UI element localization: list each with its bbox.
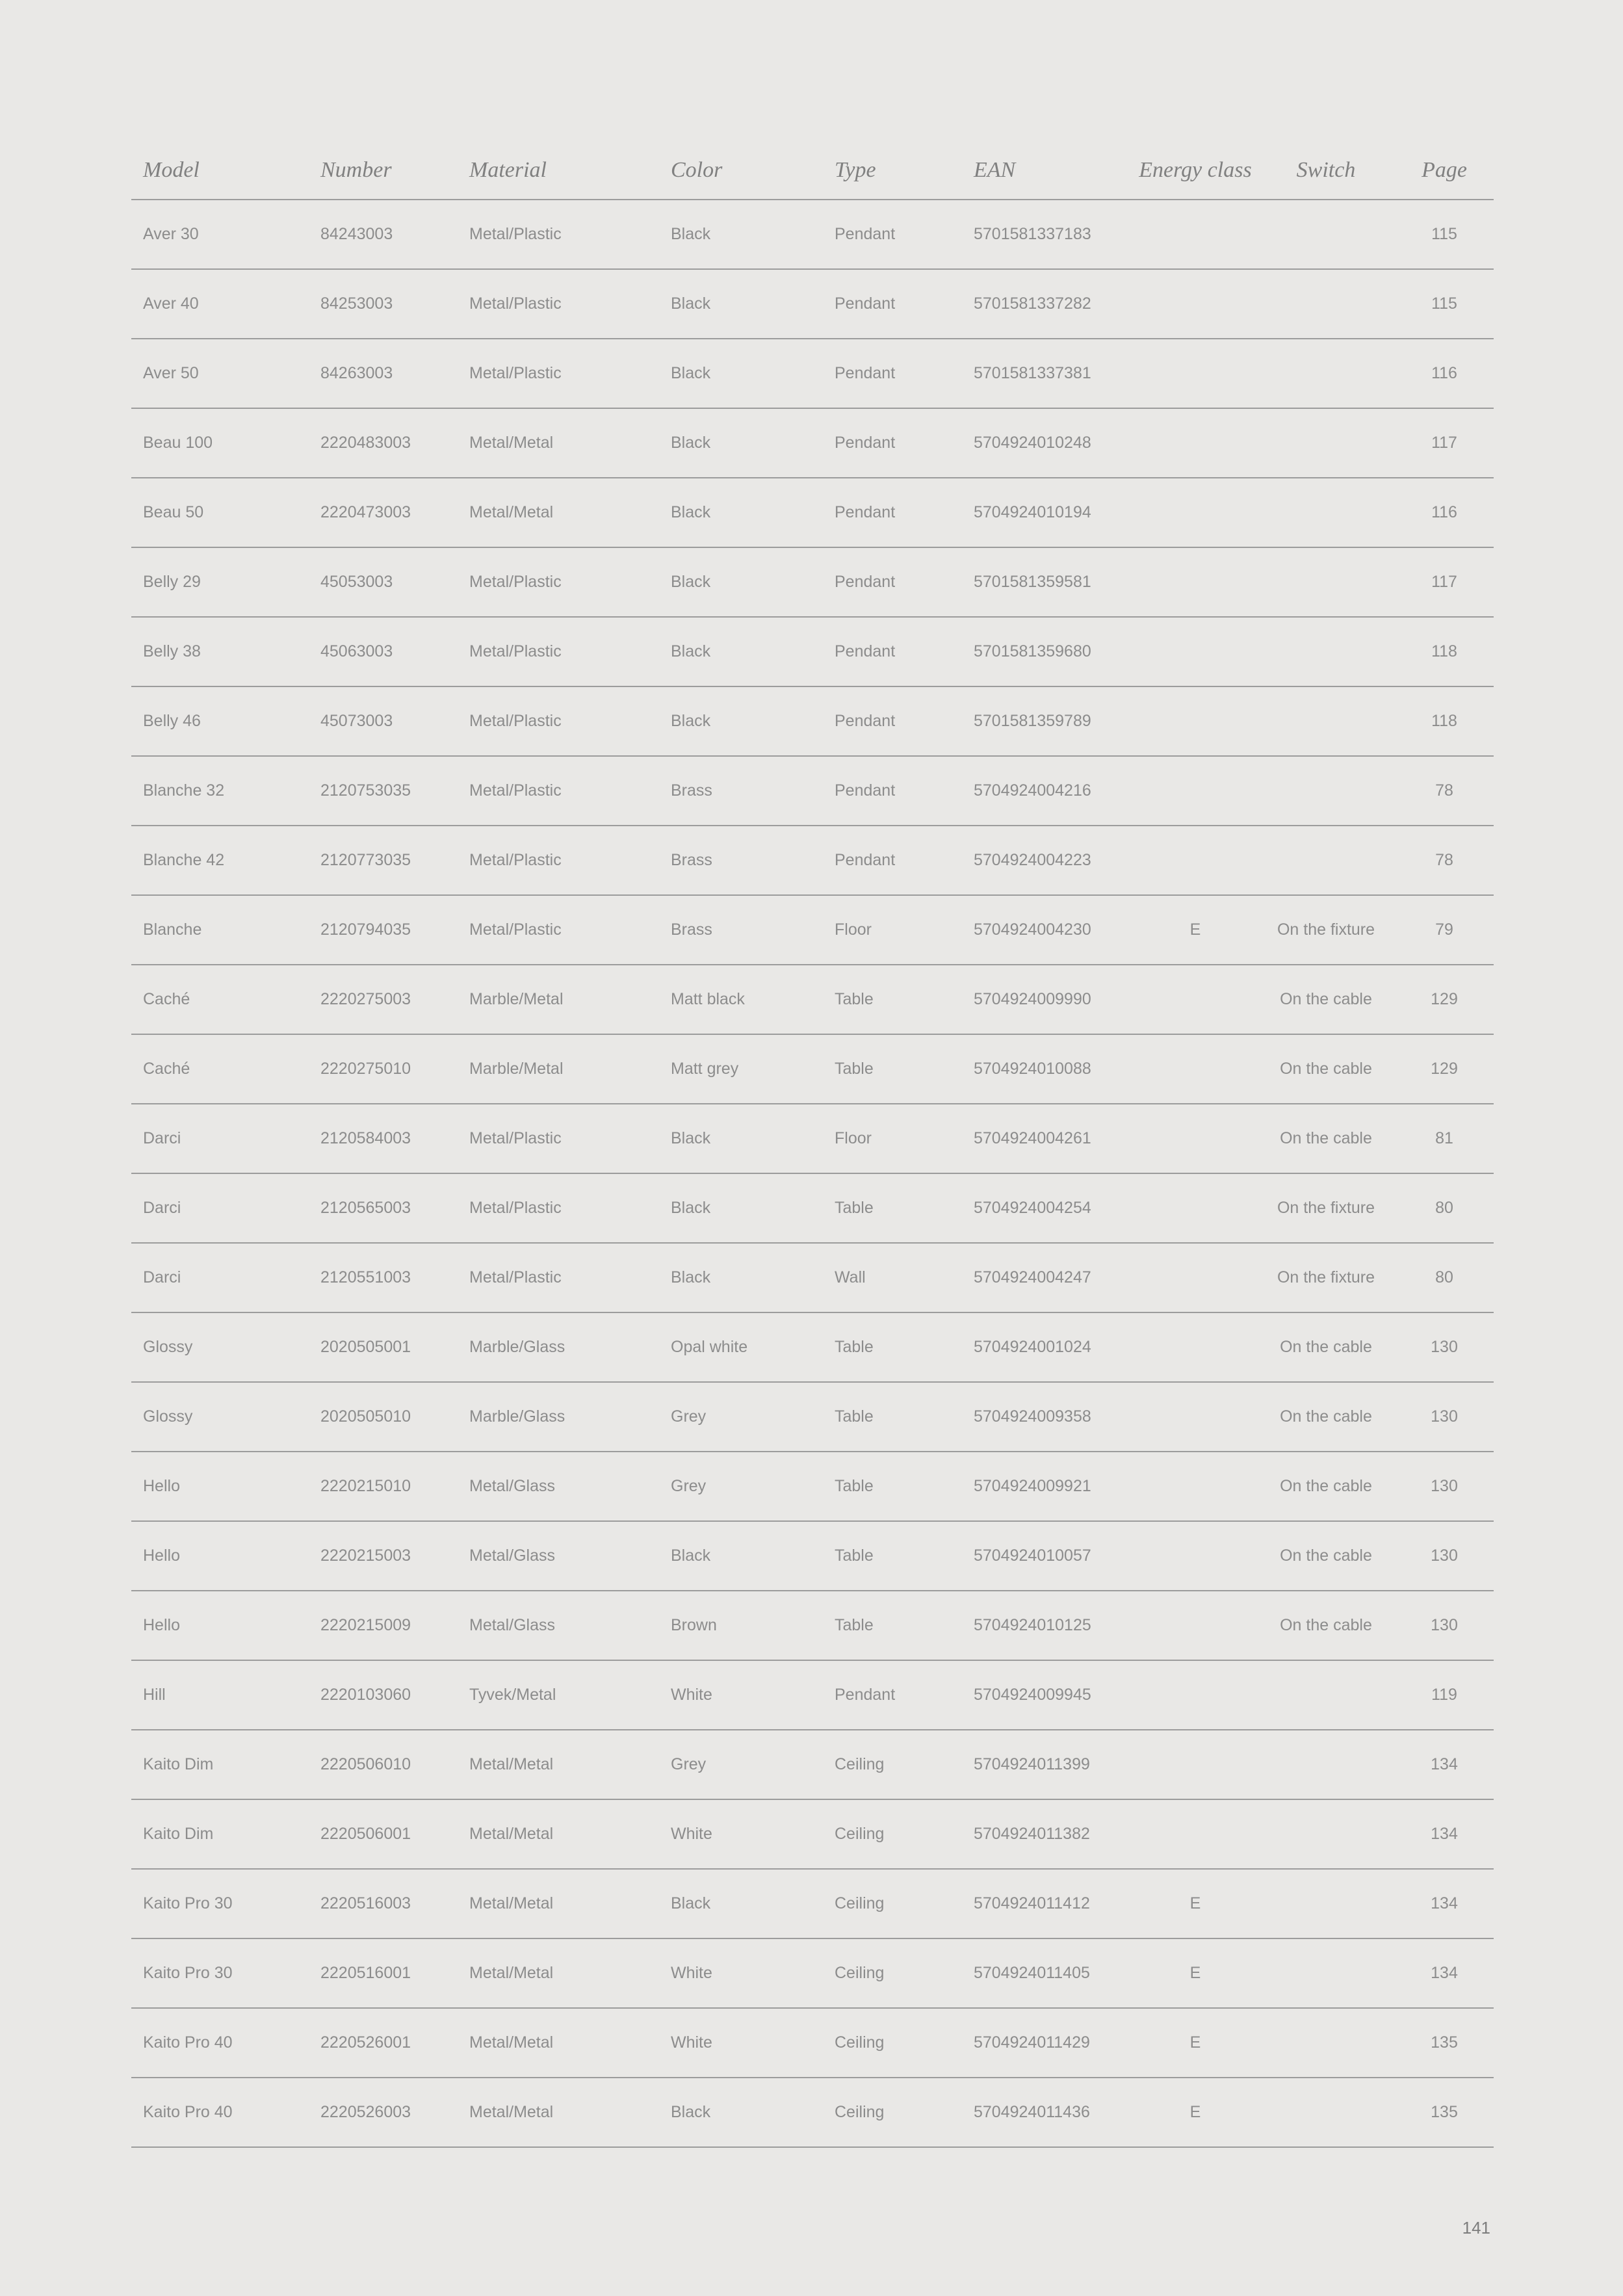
cell-number: 2020505001	[309, 1312, 458, 1382]
cell-model: Hill	[131, 1660, 309, 1730]
cell-switch	[1257, 547, 1395, 617]
cell-color: Black	[659, 200, 823, 269]
cell-color: Brass	[659, 895, 823, 965]
cell-switch	[1257, 2008, 1395, 2078]
cell-page: 130	[1395, 1382, 1494, 1452]
cell-ean: 5704924009990	[962, 965, 1134, 1034]
cell-ean: 5704924004223	[962, 826, 1134, 895]
table-row	[131, 895, 1494, 965]
cell-ean: 5704924011436	[962, 2078, 1134, 2147]
cell-energy-class	[1134, 339, 1257, 408]
cell-ean: 5704924009945	[962, 1660, 1134, 1730]
table-row	[131, 1660, 1494, 1730]
cell-page: 130	[1395, 1452, 1494, 1521]
table-row	[131, 1034, 1494, 1104]
cell-material: Metal/Plastic	[458, 686, 659, 756]
cell-color: Brass	[659, 756, 823, 826]
table-row	[131, 2078, 1494, 2147]
product-table-container	[131, 142, 1494, 2148]
cell-number: 2220516001	[309, 1938, 458, 2008]
cell-color: Grey	[659, 1730, 823, 1799]
cell-model: Caché	[131, 965, 309, 1034]
cell-number: 2120794035	[309, 895, 458, 965]
cell-model: Belly 46	[131, 686, 309, 756]
cell-ean: 5701581359581	[962, 547, 1134, 617]
cell-page: 115	[1395, 200, 1494, 269]
cell-type: Floor	[823, 895, 962, 965]
cell-type: Pendant	[823, 1660, 962, 1730]
cell-material: Metal/Glass	[458, 1452, 659, 1521]
cell-ean: 5704924004216	[962, 756, 1134, 826]
table-header	[131, 142, 1494, 200]
cell-type: Pendant	[823, 547, 962, 617]
cell-material: Marble/Metal	[458, 1034, 659, 1104]
table-row	[131, 1938, 1494, 2008]
cell-number: 2220526003	[309, 2078, 458, 2147]
cell-model: Aver 50	[131, 339, 309, 408]
cell-number: 45073003	[309, 686, 458, 756]
cell-page: 134	[1395, 1938, 1494, 2008]
cell-energy-class: E	[1134, 2008, 1257, 2078]
cell-material: Marble/Glass	[458, 1312, 659, 1382]
cell-material: Metal/Plastic	[458, 269, 659, 339]
cell-model: Aver 30	[131, 200, 309, 269]
cell-material: Metal/Plastic	[458, 1104, 659, 1173]
cell-energy-class	[1134, 1660, 1257, 1730]
cell-page: 129	[1395, 1034, 1494, 1104]
cell-model: Hello	[131, 1452, 309, 1521]
cell-energy-class	[1134, 478, 1257, 547]
cell-energy-class: E	[1134, 1938, 1257, 2008]
cell-ean: 5704924004254	[962, 1173, 1134, 1243]
cell-material: Metal/Plastic	[458, 756, 659, 826]
table-row	[131, 617, 1494, 686]
cell-energy-class	[1134, 547, 1257, 617]
cell-page: 80	[1395, 1243, 1494, 1312]
table-row	[131, 1869, 1494, 1938]
cell-switch	[1257, 686, 1395, 756]
cell-ean: 5704924011405	[962, 1938, 1134, 2008]
cell-material: Metal/Metal	[458, 1869, 659, 1938]
cell-model: Beau 50	[131, 478, 309, 547]
cell-page: 119	[1395, 1660, 1494, 1730]
cell-type: Ceiling	[823, 2008, 962, 2078]
cell-page: 117	[1395, 408, 1494, 478]
cell-page: 116	[1395, 339, 1494, 408]
cell-color: Black	[659, 1869, 823, 1938]
cell-type: Pendant	[823, 339, 962, 408]
cell-color: Black	[659, 269, 823, 339]
cell-model: Belly 29	[131, 547, 309, 617]
cell-page: 78	[1395, 826, 1494, 895]
cell-energy-class	[1134, 965, 1257, 1034]
cell-switch	[1257, 478, 1395, 547]
cell-model: Beau 100	[131, 408, 309, 478]
cell-model: Darci	[131, 1104, 309, 1173]
cell-type: Pendant	[823, 756, 962, 826]
table-body	[131, 200, 1494, 2147]
cell-material: Metal/Plastic	[458, 339, 659, 408]
table-row	[131, 1521, 1494, 1591]
cell-ean: 5704924009921	[962, 1452, 1134, 1521]
column-header-ean: EAN	[962, 142, 1134, 200]
cell-material: Metal/Glass	[458, 1521, 659, 1591]
column-header-switch: Switch	[1257, 142, 1395, 200]
cell-energy-class	[1134, 1034, 1257, 1104]
table-row	[131, 200, 1494, 269]
cell-switch	[1257, 269, 1395, 339]
cell-type: Ceiling	[823, 2078, 962, 2147]
cell-ean: 5704924010057	[962, 1521, 1134, 1591]
cell-ean: 5701581337183	[962, 200, 1134, 269]
cell-color: Black	[659, 547, 823, 617]
cell-ean: 5704924004247	[962, 1243, 1134, 1312]
cell-energy-class	[1134, 756, 1257, 826]
cell-number: 2220506001	[309, 1799, 458, 1869]
cell-ean: 5704924010194	[962, 478, 1134, 547]
cell-page: 134	[1395, 1799, 1494, 1869]
cell-switch	[1257, 200, 1395, 269]
cell-color: Grey	[659, 1382, 823, 1452]
column-header-material: Material	[458, 142, 659, 200]
cell-page: 129	[1395, 965, 1494, 1034]
cell-type: Ceiling	[823, 1938, 962, 2008]
cell-ean: 5701581359789	[962, 686, 1134, 756]
cell-model: Glossy	[131, 1312, 309, 1382]
cell-number: 84243003	[309, 200, 458, 269]
cell-number: 2020505010	[309, 1382, 458, 1452]
cell-energy-class	[1134, 1312, 1257, 1382]
cell-model: Kaito Pro 30	[131, 1869, 309, 1938]
cell-color: Grey	[659, 1452, 823, 1521]
cell-type: Pendant	[823, 408, 962, 478]
table-row	[131, 826, 1494, 895]
cell-switch	[1257, 339, 1395, 408]
cell-number: 84253003	[309, 269, 458, 339]
cell-energy-class: E	[1134, 1869, 1257, 1938]
table-row	[131, 1382, 1494, 1452]
cell-material: Metal/Plastic	[458, 617, 659, 686]
cell-energy-class	[1134, 686, 1257, 756]
cell-number: 2120753035	[309, 756, 458, 826]
column-header-color: Color	[659, 142, 823, 200]
cell-number: 2220526001	[309, 2008, 458, 2078]
cell-switch	[1257, 408, 1395, 478]
cell-number: 2220215003	[309, 1521, 458, 1591]
cell-number: 2220516003	[309, 1869, 458, 1938]
table-row	[131, 2008, 1494, 2078]
cell-color: Black	[659, 1521, 823, 1591]
cell-switch: On the cable	[1257, 965, 1395, 1034]
cell-color: Black	[659, 478, 823, 547]
cell-ean: 5704924004261	[962, 1104, 1134, 1173]
cell-type: Pendant	[823, 269, 962, 339]
cell-page: 78	[1395, 756, 1494, 826]
cell-energy-class	[1134, 1173, 1257, 1243]
table-row	[131, 1730, 1494, 1799]
cell-switch: On the cable	[1257, 1452, 1395, 1521]
header-row	[131, 142, 1494, 200]
cell-model: Belly 38	[131, 617, 309, 686]
cell-switch: On the cable	[1257, 1104, 1395, 1173]
cell-model: Darci	[131, 1243, 309, 1312]
column-header-type: Type	[823, 142, 962, 200]
cell-material: Marble/Metal	[458, 965, 659, 1034]
cell-material: Metal/Plastic	[458, 1243, 659, 1312]
cell-model: Blanche 42	[131, 826, 309, 895]
cell-ean: 5704924009358	[962, 1382, 1134, 1452]
cell-page: 81	[1395, 1104, 1494, 1173]
cell-material: Metal/Metal	[458, 408, 659, 478]
cell-color: Matt grey	[659, 1034, 823, 1104]
cell-number: 2120584003	[309, 1104, 458, 1173]
cell-model: Hello	[131, 1521, 309, 1591]
cell-material: Metal/Glass	[458, 1591, 659, 1660]
cell-ean: 5704924010125	[962, 1591, 1134, 1660]
cell-model: Kaito Dim	[131, 1799, 309, 1869]
cell-model: Kaito Pro 40	[131, 2008, 309, 2078]
cell-switch	[1257, 617, 1395, 686]
cell-energy-class	[1134, 1591, 1257, 1660]
table-row	[131, 478, 1494, 547]
cell-number: 2120565003	[309, 1173, 458, 1243]
cell-material: Marble/Glass	[458, 1382, 659, 1452]
cell-color: Matt black	[659, 965, 823, 1034]
cell-number: 2220506010	[309, 1730, 458, 1799]
cell-model: Aver 40	[131, 269, 309, 339]
table-row	[131, 1591, 1494, 1660]
table-row	[131, 269, 1494, 339]
cell-ean: 5704924004230	[962, 895, 1134, 965]
cell-ean: 5701581337282	[962, 269, 1134, 339]
cell-type: Pendant	[823, 617, 962, 686]
cell-type: Ceiling	[823, 1730, 962, 1799]
table-row	[131, 339, 1494, 408]
cell-number: 2120551003	[309, 1243, 458, 1312]
cell-switch: On the cable	[1257, 1382, 1395, 1452]
cell-energy-class	[1134, 617, 1257, 686]
product-table	[131, 142, 1494, 2148]
cell-type: Pendant	[823, 686, 962, 756]
cell-energy-class	[1134, 1452, 1257, 1521]
cell-material: Metal/Metal	[458, 2078, 659, 2147]
cell-number: 2220275003	[309, 965, 458, 1034]
cell-type: Table	[823, 1173, 962, 1243]
cell-energy-class: E	[1134, 2078, 1257, 2147]
cell-number: 2220215009	[309, 1591, 458, 1660]
cell-page: 134	[1395, 1869, 1494, 1938]
cell-number: 45063003	[309, 617, 458, 686]
cell-number: 84263003	[309, 339, 458, 408]
cell-switch	[1257, 1869, 1395, 1938]
cell-switch: On the cable	[1257, 1591, 1395, 1660]
cell-color: Black	[659, 617, 823, 686]
cell-page: 117	[1395, 547, 1494, 617]
cell-color: Black	[659, 686, 823, 756]
cell-ean: 5704924011399	[962, 1730, 1134, 1799]
cell-color: White	[659, 2008, 823, 2078]
cell-material: Metal/Metal	[458, 2008, 659, 2078]
cell-page: 118	[1395, 686, 1494, 756]
cell-ean: 5701581359680	[962, 617, 1134, 686]
cell-switch	[1257, 1730, 1395, 1799]
cell-material: Metal/Plastic	[458, 1173, 659, 1243]
cell-energy-class: E	[1134, 895, 1257, 965]
cell-energy-class	[1134, 269, 1257, 339]
cell-color: Black	[659, 408, 823, 478]
cell-ean: 5704924010248	[962, 408, 1134, 478]
cell-page: 130	[1395, 1591, 1494, 1660]
cell-ean: 5704924011382	[962, 1799, 1134, 1869]
cell-material: Metal/Plastic	[458, 895, 659, 965]
table-row	[131, 965, 1494, 1034]
cell-model: Blanche	[131, 895, 309, 965]
cell-color: White	[659, 1938, 823, 2008]
cell-energy-class	[1134, 1799, 1257, 1869]
cell-number: 2220103060	[309, 1660, 458, 1730]
cell-material: Metal/Metal	[458, 478, 659, 547]
cell-type: Pendant	[823, 826, 962, 895]
cell-model: Kaito Pro 30	[131, 1938, 309, 2008]
table-row	[131, 1173, 1494, 1243]
table-row	[131, 1312, 1494, 1382]
cell-switch	[1257, 826, 1395, 895]
cell-material: Metal/Metal	[458, 1938, 659, 2008]
table-row	[131, 1452, 1494, 1521]
column-header-page: Page	[1395, 142, 1494, 200]
cell-page: 134	[1395, 1730, 1494, 1799]
cell-ean: 5704924001024	[962, 1312, 1134, 1382]
cell-type: Table	[823, 1382, 962, 1452]
cell-page: 116	[1395, 478, 1494, 547]
table-row	[131, 1799, 1494, 1869]
cell-energy-class	[1134, 408, 1257, 478]
cell-switch	[1257, 2078, 1395, 2147]
table-row	[131, 756, 1494, 826]
cell-switch	[1257, 1660, 1395, 1730]
cell-type: Table	[823, 1452, 962, 1521]
cell-energy-class	[1134, 1521, 1257, 1591]
cell-model: Caché	[131, 1034, 309, 1104]
cell-color: Black	[659, 1173, 823, 1243]
cell-switch: On the cable	[1257, 1521, 1395, 1591]
cell-type: Table	[823, 1034, 962, 1104]
cell-type: Table	[823, 1591, 962, 1660]
cell-color: Black	[659, 1243, 823, 1312]
cell-color: Brass	[659, 826, 823, 895]
cell-switch: On the fixture	[1257, 1243, 1395, 1312]
cell-model: Darci	[131, 1173, 309, 1243]
cell-color: Black	[659, 2078, 823, 2147]
cell-color: Opal white	[659, 1312, 823, 1382]
cell-page: 115	[1395, 269, 1494, 339]
cell-number: 2220215010	[309, 1452, 458, 1521]
cell-model: Blanche 32	[131, 756, 309, 826]
cell-number: 45053003	[309, 547, 458, 617]
table-row	[131, 547, 1494, 617]
cell-ean: 5704924010088	[962, 1034, 1134, 1104]
cell-type: Ceiling	[823, 1869, 962, 1938]
cell-material: Tyvek/Metal	[458, 1660, 659, 1730]
cell-page: 130	[1395, 1521, 1494, 1591]
cell-color: Brown	[659, 1591, 823, 1660]
cell-color: Black	[659, 1104, 823, 1173]
cell-ean: 5701581337381	[962, 339, 1134, 408]
cell-number: 2220473003	[309, 478, 458, 547]
cell-ean: 5704924011429	[962, 2008, 1134, 2078]
cell-switch	[1257, 756, 1395, 826]
cell-type: Pendant	[823, 478, 962, 547]
cell-switch: On the cable	[1257, 1034, 1395, 1104]
column-header-energy-class: Energy class	[1134, 142, 1257, 200]
cell-energy-class	[1134, 826, 1257, 895]
cell-page: 135	[1395, 2078, 1494, 2147]
cell-color: White	[659, 1799, 823, 1869]
table-row	[131, 1243, 1494, 1312]
cell-type: Table	[823, 1521, 962, 1591]
cell-energy-class	[1134, 1104, 1257, 1173]
cell-model: Hello	[131, 1591, 309, 1660]
cell-switch	[1257, 1938, 1395, 2008]
cell-material: Metal/Metal	[458, 1799, 659, 1869]
cell-number: 2220275010	[309, 1034, 458, 1104]
cell-number: 2120773035	[309, 826, 458, 895]
cell-number: 2220483003	[309, 408, 458, 478]
table-row	[131, 686, 1494, 756]
cell-switch: On the fixture	[1257, 1173, 1395, 1243]
cell-page: 80	[1395, 1173, 1494, 1243]
column-header-model: Model	[131, 142, 309, 200]
page-number: 141	[1462, 2218, 1490, 2237]
cell-type: Pendant	[823, 200, 962, 269]
cell-page: 135	[1395, 2008, 1494, 2078]
cell-color: Black	[659, 339, 823, 408]
cell-material: Metal/Plastic	[458, 826, 659, 895]
cell-model: Kaito Dim	[131, 1730, 309, 1799]
cell-model: Kaito Pro 40	[131, 2078, 309, 2147]
cell-material: Metal/Plastic	[458, 547, 659, 617]
cell-energy-class	[1134, 1382, 1257, 1452]
cell-switch	[1257, 1799, 1395, 1869]
column-header-number: Number	[309, 142, 458, 200]
cell-page: 130	[1395, 1312, 1494, 1382]
cell-type: Table	[823, 965, 962, 1034]
cell-material: Metal/Plastic	[458, 200, 659, 269]
table-row	[131, 1104, 1494, 1173]
cell-switch: On the fixture	[1257, 895, 1395, 965]
cell-page: 118	[1395, 617, 1494, 686]
cell-type: Floor	[823, 1104, 962, 1173]
cell-model: Glossy	[131, 1382, 309, 1452]
cell-switch: On the cable	[1257, 1312, 1395, 1382]
cell-energy-class	[1134, 1243, 1257, 1312]
cell-ean: 5704924011412	[962, 1869, 1134, 1938]
cell-type: Wall	[823, 1243, 962, 1312]
cell-type: Table	[823, 1312, 962, 1382]
cell-color: White	[659, 1660, 823, 1730]
cell-page: 79	[1395, 895, 1494, 965]
cell-energy-class	[1134, 1730, 1257, 1799]
cell-type: Ceiling	[823, 1799, 962, 1869]
cell-energy-class	[1134, 200, 1257, 269]
table-row	[131, 408, 1494, 478]
cell-material: Metal/Metal	[458, 1730, 659, 1799]
